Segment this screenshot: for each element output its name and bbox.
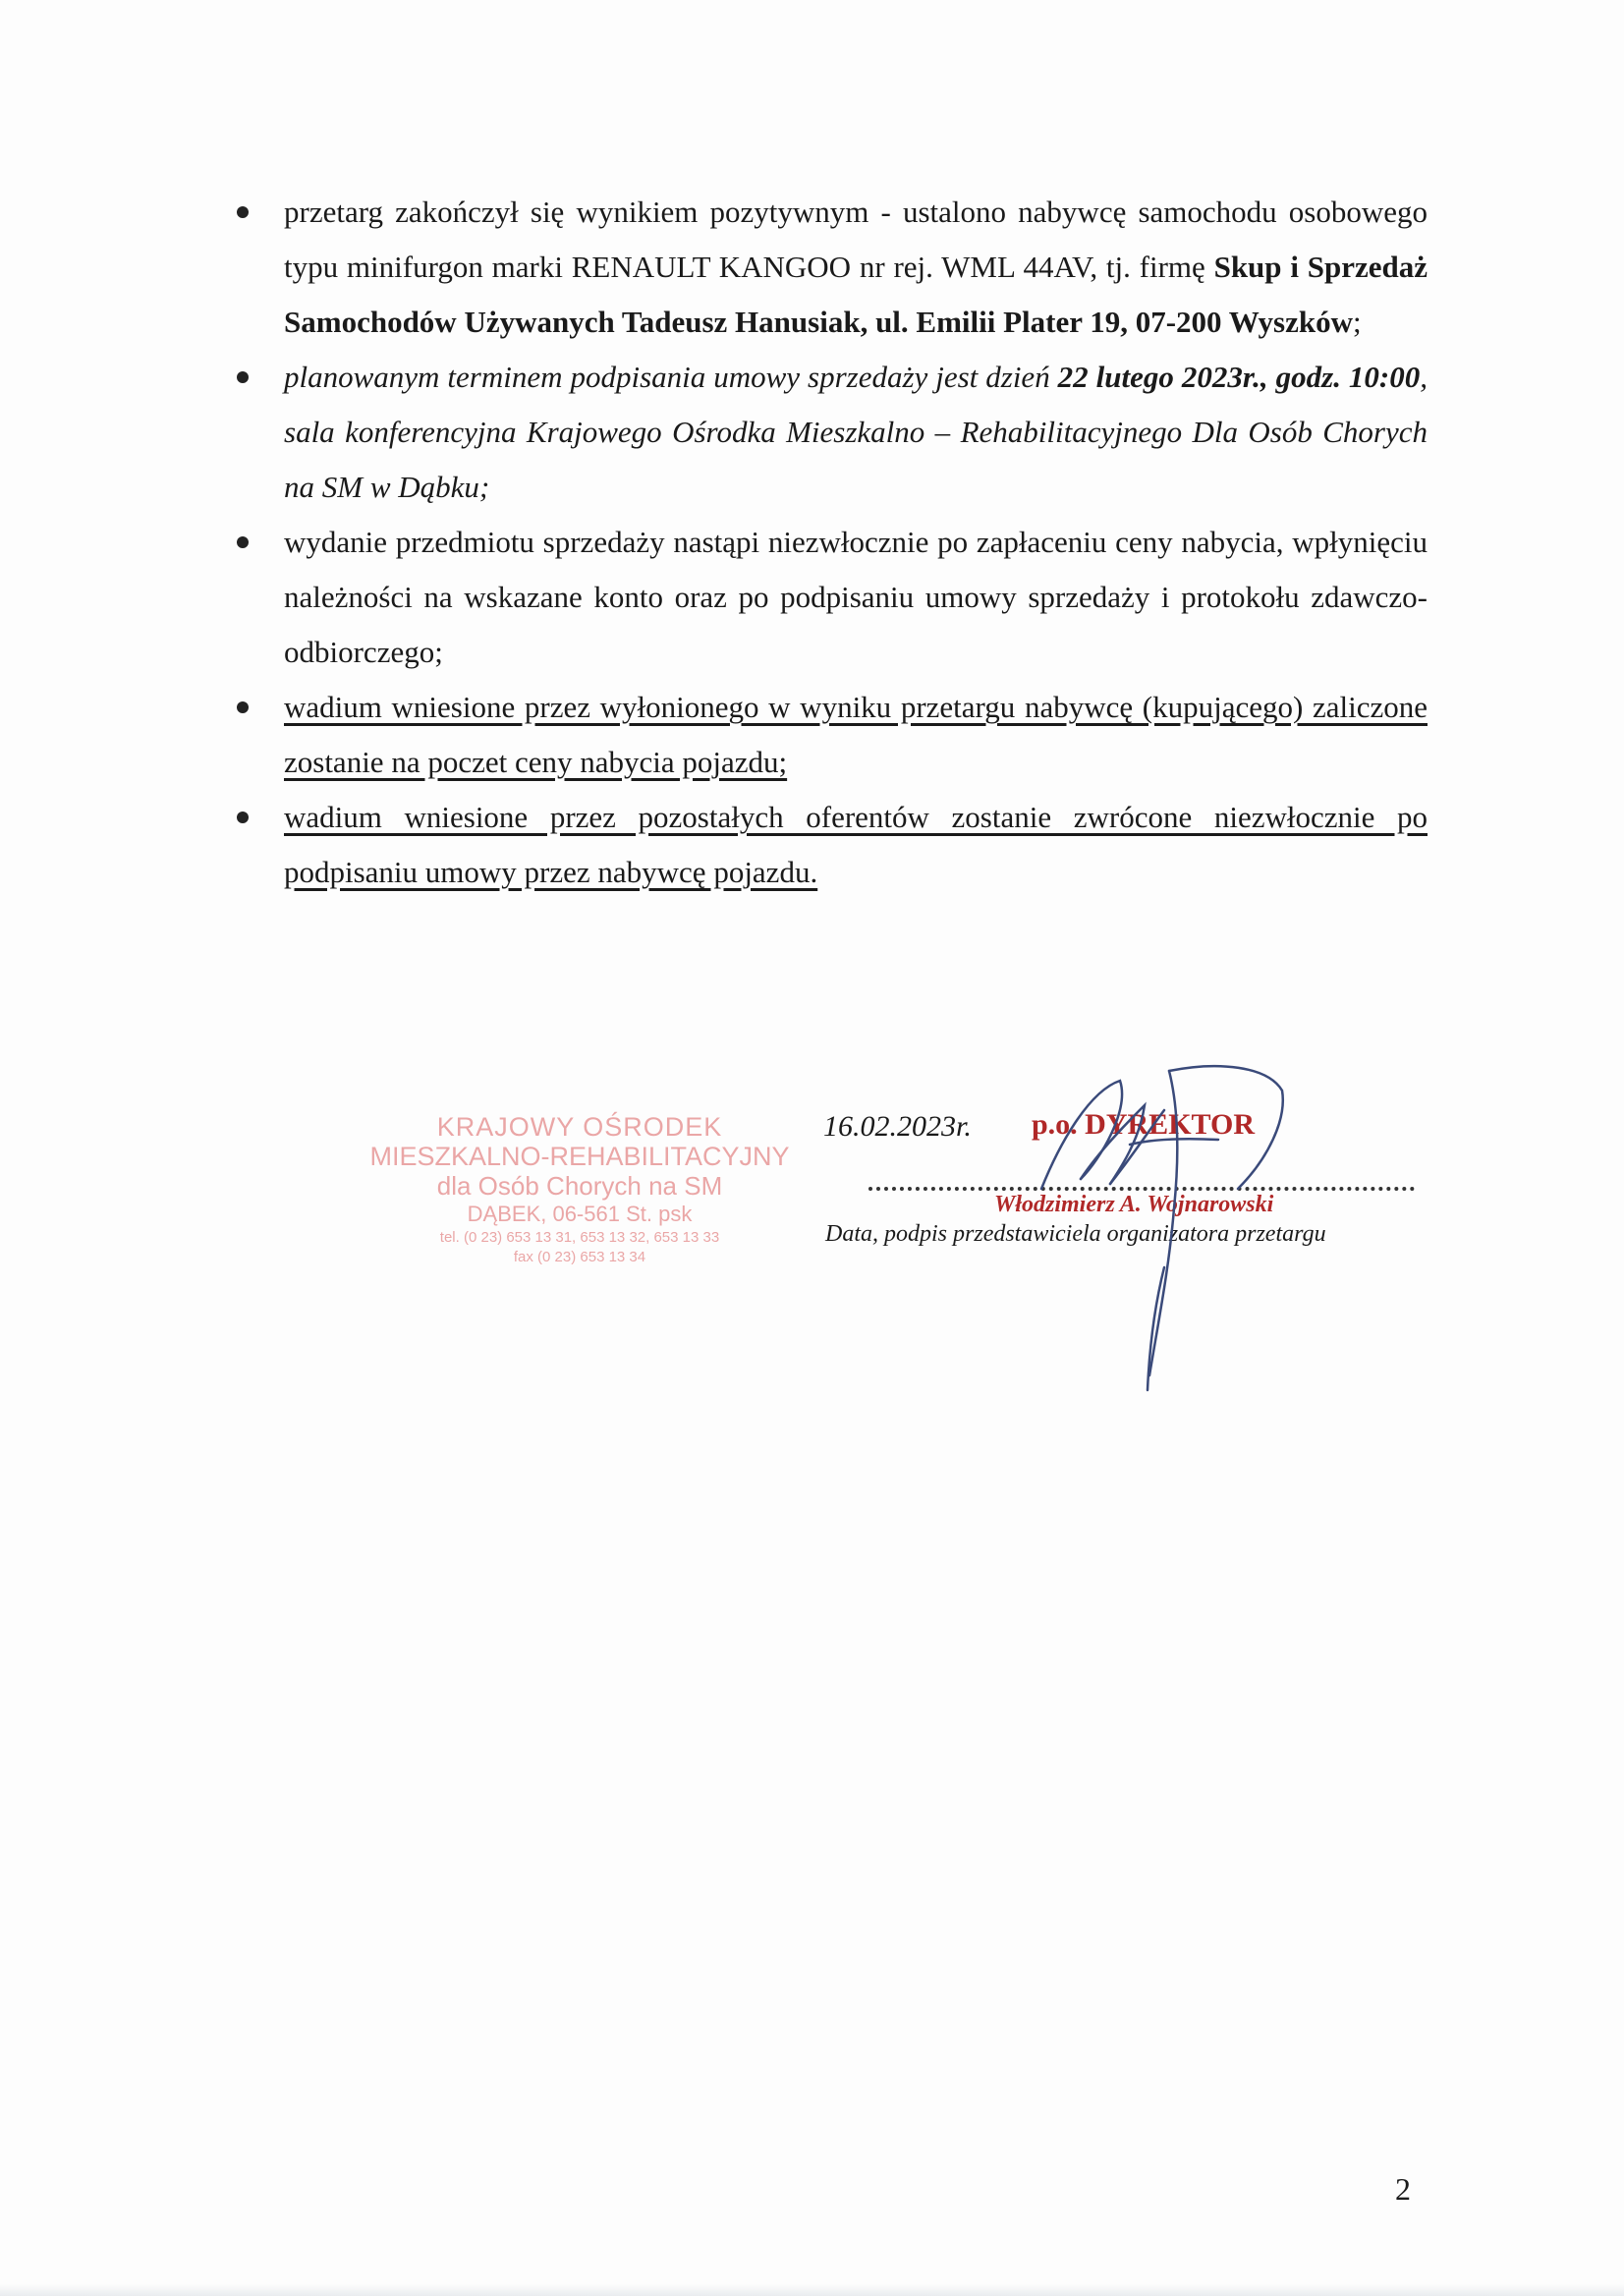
- stamp-line: tel. (0 23) 653 13 31, 653 13 32, 653 13 33: [439, 1229, 720, 1246]
- signature-caption: Data, podpis przedstawiciela organizatora przetargu: [825, 1221, 1326, 1247]
- stamp-line: KRAJOWY OŚRODEK: [436, 1112, 723, 1142]
- handwritten-signature-icon: [982, 1051, 1316, 1405]
- list-item: wadium wniesione przez pozostałych oferentów zostanie zwrócone niezwłocznie po podpisaniu umowy przez nabywcę pojazdu.: [229, 790, 1428, 900]
- list-item: wadium wniesione przez wyłonionego w wyniku przetargu nabywcę (kupującego) zaliczone zostanie na poczet ceny nabycia pojazdu;: [229, 680, 1428, 790]
- bullet-icon: [237, 701, 249, 713]
- stamp-line: MIESZKALNO-REHABILITACYJNY: [369, 1142, 790, 1171]
- page-edge: [0, 2284, 1624, 2296]
- bullet-icon: [237, 812, 249, 823]
- director-stamp: p.o. DYREKTOR: [1032, 1108, 1255, 1141]
- conditions-list: [229, 185, 1428, 900]
- page-number: 2: [1395, 2171, 1411, 2207]
- list-item: planowanym terminem podpisania umowy sprzedaży jest dzień 22 lutego 2023r., godz. 10:00, sala konferencyjna Krajowego Ośrodka Mieszkalno – Rehabilitacyjnego Dla Osób Chorych na SM w Dąbku;: [229, 350, 1428, 515]
- bullet-icon: [237, 206, 249, 218]
- bullet-icon: [237, 371, 249, 383]
- signature-date: 16.02.2023r.: [823, 1110, 972, 1143]
- bullet-icon: [237, 536, 249, 548]
- list-item: przetarg zakończył się wynikiem pozytywnym - ustalono nabywcę samochodu osobowego typu minifurgon marki RENAULT KANGOO nr rej. WML 44AV, tj. firmę Skup i Sprzedaż Samochodów Używanych Tadeusz Hanusiak, ul. Emilii Plater 19, 07-200 Wyszków;: [229, 185, 1428, 350]
- stamp-line: DĄBEK, 06-561 St. psk: [467, 1202, 693, 1226]
- stamp-line: dla Osób Chorych na SM: [436, 1171, 723, 1201]
- institution-stamp: [354, 1112, 806, 1267]
- stamp-line: fax (0 23) 653 13 34: [513, 1249, 646, 1265]
- signer-name-stamp: Włodzimierz A. Wojnarowski: [994, 1192, 1274, 1217]
- list-item: wydanie przedmiotu sprzedaży nastąpi niezwłocznie po zapłaceniu ceny nabycia, wpłynięciu należności na wskazane konto oraz po podpisaniu umowy sprzedaży i protokołu zdawczo-odbiorczego;: [229, 515, 1428, 680]
